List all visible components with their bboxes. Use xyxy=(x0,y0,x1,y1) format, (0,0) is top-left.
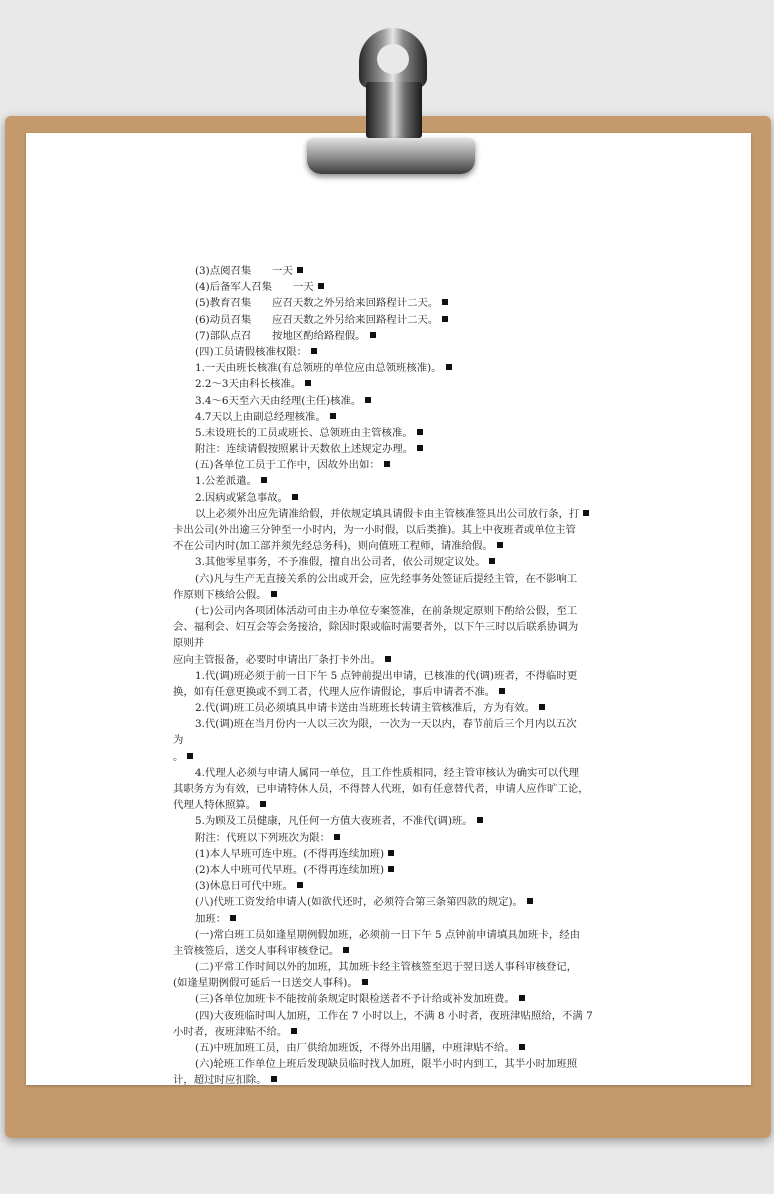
paragraph-mark-icon xyxy=(305,380,311,386)
text-line-content: 原则并 xyxy=(173,637,205,650)
paragraph-mark-icon xyxy=(519,1044,525,1050)
paragraph-mark-icon xyxy=(297,267,303,273)
paragraph-mark-icon xyxy=(261,477,267,483)
text-line-content: 换，如有任意更换或不到工者，代理人应作请假论，事后申请者不准。 xyxy=(173,685,496,698)
text-line xyxy=(173,538,605,554)
text-line xyxy=(173,911,605,927)
binder-clip-hole xyxy=(377,44,409,74)
text-line xyxy=(173,862,605,878)
paragraph-mark-icon xyxy=(539,704,545,710)
paragraph-mark-icon xyxy=(334,834,340,840)
text-line-content: 计，超过时应扣除。 xyxy=(173,1074,267,1087)
binder-clip-body xyxy=(366,82,422,138)
text-line xyxy=(173,813,605,829)
paragraph-mark-icon xyxy=(271,1076,277,1082)
text-line xyxy=(173,409,605,425)
paragraph-mark-icon xyxy=(583,510,589,516)
text-line-content: 加班： xyxy=(195,912,227,925)
text-line-content: 会、福利会、妇互会等会务接洽，除因时限或临时需要者外，以下午三时以后联系协调为 xyxy=(173,621,579,634)
text-line-content: 4.代理人必须与申请人属同一单位，且工作性质相同，经主管审核认为确实可以代理 xyxy=(195,766,579,779)
text-line-content: 附注：连续请假按照累计天数依上述规定办理。 xyxy=(195,443,414,456)
text-line-content: 其职务方为有效，已申请特休人员，不得替人代班，如有任意替代者，申请人应作旷工论， xyxy=(173,783,589,795)
text-line xyxy=(173,830,605,846)
text-line xyxy=(173,1008,605,1024)
text-line-content: (7)部队点召 按地区酌给路程假。 xyxy=(195,329,366,342)
text-line xyxy=(173,506,605,522)
text-line-content: 3.其他零星事务，不予准假，擅自出公司者，依公司规定议处。 xyxy=(195,556,486,569)
text-line-content: (5)教育召集 应召天数之外另给来回路程计二天。 xyxy=(195,297,439,310)
text-line xyxy=(173,1040,605,1056)
paragraph-mark-icon xyxy=(343,947,349,953)
text-line-content: (七)公司内各项团体活动可由主办单位专案签准，在前条规定原则下酌给公假，至工 xyxy=(195,604,578,617)
text-line xyxy=(173,749,605,765)
text-line xyxy=(173,846,605,862)
paragraph-mark-icon xyxy=(417,429,423,435)
text-line xyxy=(173,765,605,781)
text-line xyxy=(173,684,605,700)
text-line-content: 应向主管报备，必要时申请出厂条打卡外出。 xyxy=(173,653,381,666)
paragraph-mark-icon xyxy=(446,364,452,370)
text-line-content: (如逢星期例假可延后一日送交人事科)。 xyxy=(173,977,358,990)
text-line xyxy=(173,700,605,716)
text-line xyxy=(173,360,605,376)
text-line xyxy=(173,878,605,894)
paragraph-mark-icon xyxy=(365,397,371,403)
text-line xyxy=(173,328,605,344)
text-line-content: (3)点阅召集 一天 xyxy=(195,265,293,277)
text-line xyxy=(173,425,605,441)
text-line xyxy=(173,490,605,506)
text-line xyxy=(173,652,605,668)
paragraph-mark-icon xyxy=(497,542,503,548)
text-line xyxy=(173,587,605,603)
text-line xyxy=(173,959,605,975)
text-line-content: (6)动员召集 应召天数之外另给来回路程计二天。 xyxy=(195,313,439,326)
text-line-content: (3)休息日可代中班。 xyxy=(195,880,293,893)
text-line-content: 小时者，夜班津贴不给。 xyxy=(173,1025,288,1038)
text-line xyxy=(173,975,605,991)
text-line xyxy=(173,376,605,392)
text-line-content: 为 xyxy=(173,734,184,747)
paragraph-mark-icon xyxy=(384,461,390,467)
text-line xyxy=(173,943,605,959)
paragraph-mark-icon xyxy=(388,866,394,872)
text-line-content: 以上必须外出应先请准给假，并依规定填具请假卡由主管核准签具出公司放行条，打 xyxy=(195,507,580,520)
paragraph-mark-icon xyxy=(477,817,483,823)
text-line xyxy=(173,894,605,910)
text-line xyxy=(173,279,605,295)
text-line xyxy=(173,554,605,570)
text-line xyxy=(173,312,605,328)
text-line-content: (五)中班加班工员，由厂供给加班饭，不得外出用膳，中班津贴不给。 xyxy=(195,1042,515,1054)
paragraph-mark-icon xyxy=(187,753,193,759)
text-line-content: (四)大夜班临时叫人加班，工作在 7 小时以上，不满 8 小时者，夜班津贴照给，不满 7 xyxy=(195,1009,593,1022)
text-line xyxy=(173,393,605,409)
text-line-content: 3.代(调)班在当月份内一人以三次为限，一次为一天以内，春节前后三个月内以五次 xyxy=(195,718,577,731)
text-line-content: (三)各单位加班卡不能按前条规定时限检送者不予计给或补发加班费。 xyxy=(195,993,515,1006)
text-line xyxy=(173,344,605,360)
text-line-content: (六)凡与生产无直接关系的公出或开会，应先经事务处签证后提经主管，在不影响工 xyxy=(195,572,578,585)
text-line-content: 不在公司内时(加工部并须先经总务科)，则向值班工程师，请准给假。 xyxy=(173,540,493,553)
paragraph-mark-icon xyxy=(499,688,505,694)
paragraph-mark-icon xyxy=(362,979,368,985)
text-line-content: (2)本人中班可代早班。(不得再连续加班) xyxy=(195,863,385,876)
text-line-content: 。 xyxy=(173,750,184,763)
text-line xyxy=(173,732,605,748)
text-line-content: (四)工员请假核准权限： xyxy=(195,345,308,358)
text-line xyxy=(173,263,605,279)
paragraph-mark-icon xyxy=(527,898,533,904)
text-line-content: (八)代班工资发给申请人(如欲代还时，必须符合第三条第四款的规定)。 xyxy=(195,896,523,909)
text-line xyxy=(173,668,605,684)
paragraph-mark-icon xyxy=(292,494,298,500)
text-line xyxy=(173,571,605,587)
text-line xyxy=(173,1024,605,1040)
paragraph-mark-icon xyxy=(291,1028,297,1034)
text-line-content: (4)后备军人召集 一天 xyxy=(195,281,314,294)
text-line xyxy=(173,473,605,489)
text-line xyxy=(173,991,605,1007)
paragraph-mark-icon xyxy=(489,558,495,564)
text-line xyxy=(173,522,605,538)
paragraph-mark-icon xyxy=(260,801,266,807)
paragraph-mark-icon xyxy=(297,882,303,888)
text-line xyxy=(173,441,605,457)
text-line xyxy=(173,1072,605,1088)
text-line xyxy=(173,619,605,635)
paragraph-mark-icon xyxy=(330,413,336,419)
text-line-content: 1.一天由班长核准(有总领班的单位应由总领班核准)。 xyxy=(195,362,442,375)
binder-clip-base xyxy=(307,138,475,174)
text-line xyxy=(173,1056,605,1072)
text-line-content: (二)平常工作时间以外的加班，其加班卡经主管核签至迟于翌日送人事科审核登记， xyxy=(195,961,578,974)
text-line xyxy=(173,781,605,797)
document-body xyxy=(173,263,605,1089)
paragraph-mark-icon xyxy=(388,850,394,856)
text-line-content: 1.公差派遣。 xyxy=(195,475,257,488)
paragraph-mark-icon xyxy=(442,316,448,322)
text-line-content: (一)常白班工员如逢星期例假加班，必须前一日下午 5 点钟前申请填具加班卡，经由 xyxy=(195,928,580,941)
text-line-content: 卡出公司(外出逾三分钟至一小时内，为一小时假，以后类推)。其上中夜班者或单位主管 xyxy=(173,524,576,536)
text-line xyxy=(173,635,605,651)
text-line-content: 2.因病或紧急事故。 xyxy=(195,491,289,504)
text-line-content: 3.4～6天至六天由经理(主任)核准。 xyxy=(195,394,362,407)
paragraph-mark-icon xyxy=(271,591,277,597)
text-line-content: 作原则下核给公假。 xyxy=(173,588,267,601)
paragraph-mark-icon xyxy=(519,995,525,1001)
paragraph-mark-icon xyxy=(230,915,236,921)
text-line xyxy=(173,295,605,311)
text-line xyxy=(173,716,605,732)
text-line-content: (1)本人早班可连中班。(不得再连续加班) xyxy=(195,847,385,860)
text-line-content: (六)轮班工作单位上班后发现缺员临时找人加班，限半小时内到工，其半小时加班照 xyxy=(195,1058,578,1071)
text-line-content: 主管核签后，送交人事科审核登记。 xyxy=(173,944,340,957)
text-line xyxy=(173,457,605,473)
paragraph-mark-icon xyxy=(417,445,423,451)
paragraph-mark-icon xyxy=(442,299,448,305)
paragraph-mark-icon xyxy=(385,656,391,662)
text-line-content: 代理人特休照算。 xyxy=(173,799,257,812)
paragraph-mark-icon xyxy=(318,283,324,289)
text-line-content: 2.2～3天由科长核准。 xyxy=(195,378,302,391)
paragraph-mark-icon xyxy=(311,348,317,354)
text-line-content: 5.未设班长的工员或班长、总领班由主管核准。 xyxy=(195,426,413,439)
text-line-content: 4.7天以上由副总经理核准。 xyxy=(195,410,326,423)
text-line-content: (五)各单位工员于工作中，因故外出如： xyxy=(195,459,380,472)
text-line xyxy=(173,797,605,813)
text-line-content: 2.代(调)班工员必须填具申请卡送由当班班长转请主管核准后，方为有效。 xyxy=(195,702,536,715)
text-line-content: 1.代(调)班必须于前一日下午 5 点钟前提出申请，已核准的代(调)班者，不得临时更 xyxy=(195,669,578,682)
text-line xyxy=(173,927,605,943)
paragraph-mark-icon xyxy=(370,332,376,338)
text-line-content: 附注：代班以下列班次为限： xyxy=(195,831,331,844)
text-line xyxy=(173,603,605,619)
text-line-content: 5.为顾及工员健康，凡任何一方值大夜班者，不准代(调)班。 xyxy=(195,815,473,828)
